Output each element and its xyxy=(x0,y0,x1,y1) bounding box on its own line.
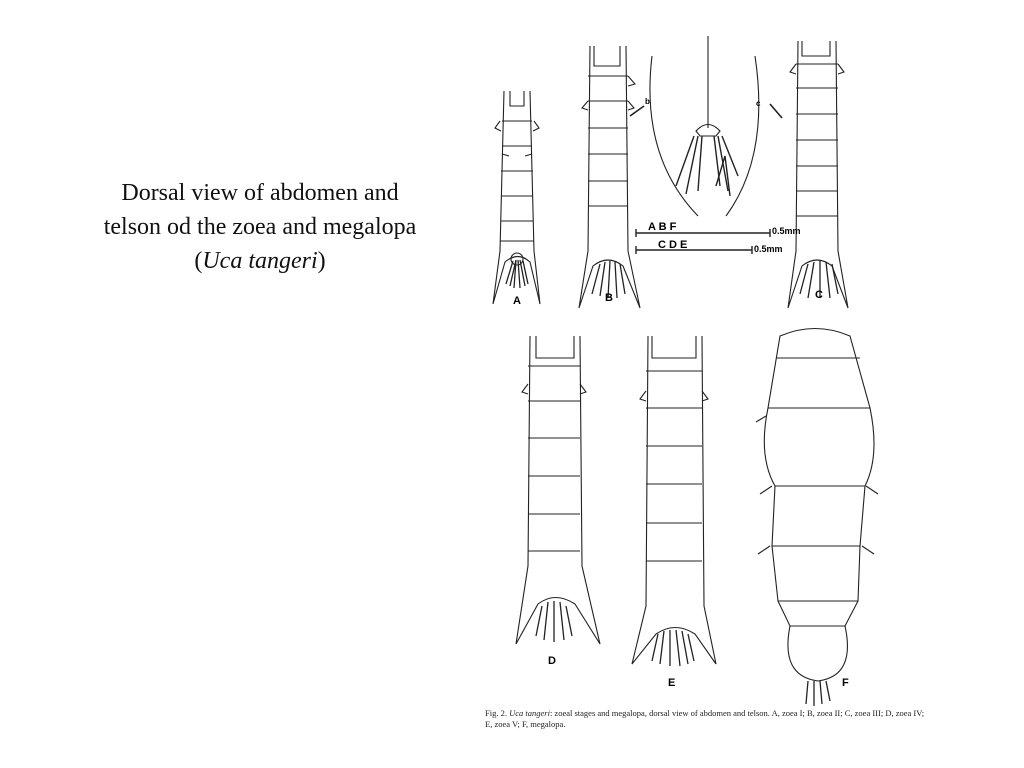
panel-c-drawing xyxy=(770,41,848,308)
caption-species: Uca tangeri xyxy=(509,708,550,718)
title-open-paren: ( xyxy=(194,248,203,274)
scale-bar-2-length: 0.5mm xyxy=(754,244,783,254)
caption-fig-number: Fig. 2. xyxy=(485,708,507,718)
abdomen-figure xyxy=(480,36,920,726)
panel-label-e: E xyxy=(668,677,676,689)
panel-label-d: D xyxy=(548,655,556,667)
caption-text: : zoeal stages and megalopa, dorsal view of abdomen and telson. A, zoea I; B, zoea II; C, zoea III; D, zoea IV; E, zoea V; F, megalopa. xyxy=(485,708,925,729)
title-close-paren: ) xyxy=(317,248,326,274)
panel-label-f: F xyxy=(842,677,849,689)
figure-drawing xyxy=(480,36,920,706)
scale-bar-1-groups: A B F xyxy=(648,221,677,233)
scale-bars xyxy=(636,229,770,254)
slide-title xyxy=(60,176,460,278)
title-line-2: telson od the zoea and megalopa xyxy=(103,214,417,240)
figure-caption xyxy=(485,708,925,730)
scale-bar-2-groups: C D E xyxy=(658,239,688,251)
panel-d-drawing xyxy=(516,336,600,644)
panel-b-drawing xyxy=(579,46,644,308)
panel-a-drawing xyxy=(493,91,540,304)
title-line-1: Dorsal view of abdomen and xyxy=(121,180,399,206)
panel-label-a: A xyxy=(513,295,521,307)
title-species: Uca tangeri xyxy=(202,248,318,274)
panel-label-b: B xyxy=(605,292,613,304)
panel-e-drawing xyxy=(632,336,716,666)
inset-arrow-label-c: c xyxy=(756,99,761,108)
inset-arrow-label-b: b xyxy=(645,97,650,106)
panel-inset-drawing xyxy=(650,36,759,216)
panel-f-drawing xyxy=(756,329,878,707)
panel-label-c: C xyxy=(815,289,823,301)
scale-bar-1-length: 0.5mm xyxy=(772,226,801,236)
